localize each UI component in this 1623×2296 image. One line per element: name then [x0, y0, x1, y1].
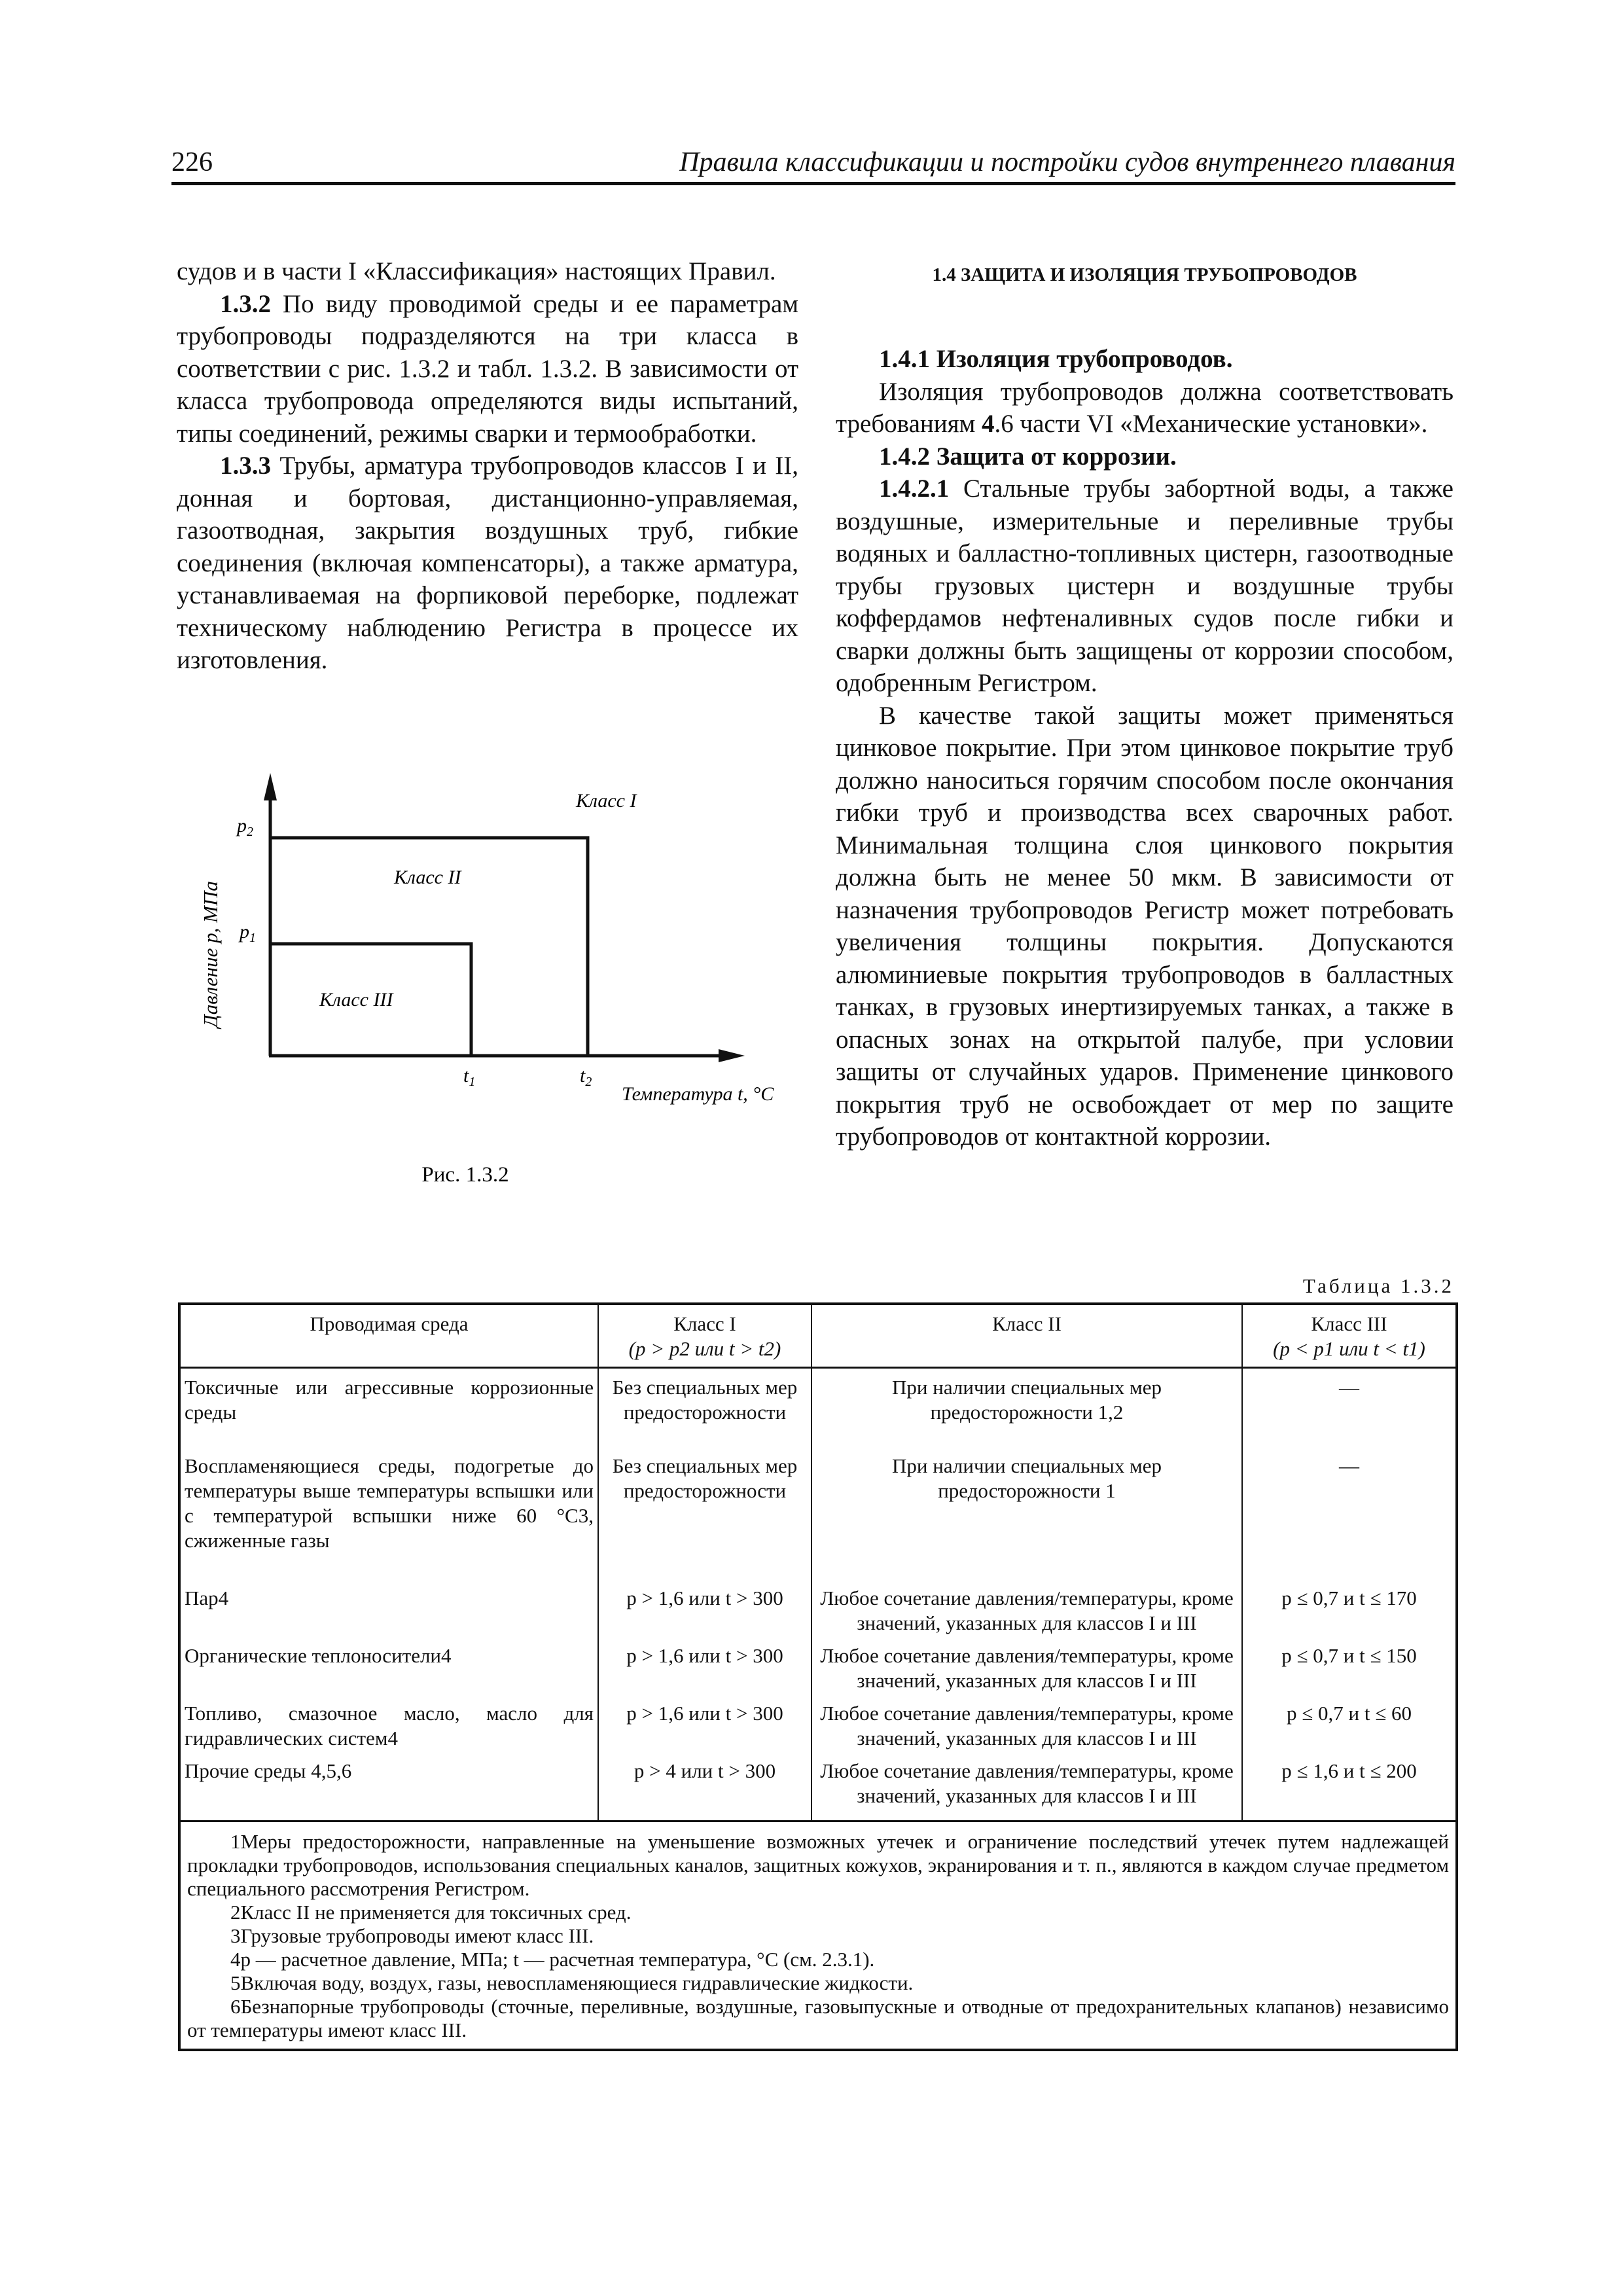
cell-class-3: p ≤ 0,7 и t ≤ 150: [1242, 1640, 1457, 1697]
footnote: 2Класс II не применяется для токсичных сред.: [230, 1901, 632, 1924]
class-2-label: Класс II: [394, 867, 461, 888]
footnote: 6Безнапорные трубопроводы (сточные, переливные, воздушные, газовыпускные и отводные от предохранительных клапанов) независимо от температуры имеют класс III.: [187, 1995, 1449, 2041]
cell-class-1: Без специальных мер предосторожности: [598, 1450, 812, 1582]
y-axis-arrow: [264, 773, 277, 800]
x-axis-arrow: [719, 1049, 745, 1062]
page-number: 226: [171, 147, 213, 177]
cell-class-2: Любое сочетание давления/температуры, кроме значений, указанных для классов I и III: [812, 1640, 1242, 1697]
paragraph-continuation: судов и в части I «Классификация» настоящих Правил.: [177, 257, 776, 285]
subsection-1-4-1-heading: 1.4.1 Изоляция трубопроводов.: [879, 345, 1233, 373]
paragraph-1-3-3: [177, 450, 798, 677]
footnote: 4p — расчетное давление, МПа; t — расчетная температура, °C (см. 2.3.1).: [230, 1948, 875, 1971]
cell-environment: Токсичные или агрессивные коррозионные среды: [179, 1368, 598, 1450]
cell-class-1: p > 1,6 или t > 300: [598, 1640, 812, 1697]
header-environment: Проводимая среда: [179, 1304, 598, 1368]
table-row: [179, 1368, 1457, 1450]
cell-environment: Топливо, смазочное масло, масло для гидравлических систем4: [179, 1697, 598, 1755]
cell-class-3: p ≤ 0,7 и t ≤ 60: [1242, 1697, 1457, 1755]
t1-label: $t_1$: [463, 1065, 476, 1089]
p2-label: $p_2$: [237, 815, 253, 839]
section-title: 1.4 ЗАЩИТА И ИЗОЛЯЦИЯ ТРУБОПРОВОДОВ: [932, 264, 1357, 285]
header-class-2: Класс II: [812, 1304, 1242, 1368]
clause-number: 1.3.3: [220, 452, 271, 480]
table-row: [179, 1697, 1457, 1755]
footnote: 5Включая воду, воздух, газы, невоспламеняющиеся гидравлические жидкости.: [230, 1971, 914, 1994]
paragraph-1-3-2: [177, 288, 798, 450]
footnote: 1Меры предосторожности, направленные на уменьшение возможных утечек и ограничение последствий утечек путем надлежащей прокладки трубопроводов, использования специальных каналов, защитных кожухов, экранирования и т. п., являются в каждом случае предметом специального рассмотрения Регистром.: [187, 1830, 1449, 1900]
clause-text: По виду проводимой среды и ее параметрам трубопроводы подразделяются на три класса в соответствии с рис. 1.3.2 и табл. 1.3.2. В зависимости от класса трубопровода определяются виды испытаний, типы соединений, режимы сварки и термообработки.: [177, 289, 798, 448]
table-row: [179, 1582, 1457, 1640]
cell-class-2: При наличии специальных мер предосторожности 1: [812, 1450, 1242, 1582]
cell-class-2: Любое сочетание давления/температуры, кроме значений, указанных для классов I и III: [812, 1697, 1242, 1755]
cell-class-1: p > 1,6 или t > 300: [598, 1697, 812, 1755]
paragraph-1-4-1: Изоляция трубопроводов должна соответствовать требованиям 4.6 части VI «Механические установки».: [836, 377, 1454, 438]
cell-environment: Прочие среды 4,5,6: [179, 1755, 598, 1821]
clause-number: 1.4.2.1: [879, 475, 950, 503]
pressure-temperature-diagram: [177, 762, 805, 1194]
table-header-row: [179, 1304, 1457, 1368]
cell-environment: Пар4: [179, 1582, 598, 1640]
clause-text: Стальные трубы забортной воды, а также воздушные, измерительные и переливные трубы водяных и балластно-топливных цистерн, газоотводные трубы грузовых цистерн и воздушные трубы коффердамов нефтеналивных судов после гибки и сварки должны быть защищены от коррозии способом, одобренным Регистром.: [836, 475, 1454, 697]
cell-class-3: p ≤ 0,7 и t ≤ 170: [1242, 1582, 1457, 1640]
pipeline-class-table: [178, 1302, 1458, 2051]
clause-number: 1.3.2: [220, 289, 271, 318]
cell-environment: Органические теплоносители4: [179, 1640, 598, 1697]
p1-label: $p_1$: [240, 921, 256, 945]
header-class-1: Класс I (p > p2 или t > t2): [598, 1304, 812, 1368]
y-axis-label: Давление p, МПа: [199, 881, 222, 1028]
cell-class-1: p > 4 или t > 300: [598, 1755, 812, 1821]
table-row: [179, 1450, 1457, 1582]
class-1-label: Класс I: [576, 790, 637, 812]
cell-class-2: Любое сочетание давления/температуры, кроме значений, указанных для классов I и III: [812, 1582, 1242, 1640]
header-class-3: Класс III (p < p1 или t < t1): [1242, 1304, 1457, 1368]
cell-class-2: При наличии специальных мер предосторожности 1,2: [812, 1368, 1242, 1450]
paragraph-zinc-coating: В качестве такой защиты может применяться цинковое покрытие. При этом цинковое покрытие труб должно наноситься горячим способом после окончания гибки труб и производства всех сварочных работ. Минимальная толщина слоя цинкового покрытия должна быть не менее 50 мкм. В зависимости от назначения трубопроводов Регистр может потребовать увеличения толщины покрытия. Допускаются алюминиевые покрытия трубопроводов в балластных танках, в грузовых инертизируемых танках, а также в опасных зонах на открытой палубе, при условии защиты от случайных ударов. Применение цинкового покрытия труб не освобождает от мер по защите трубопроводов от контактной коррозии.: [836, 701, 1454, 1151]
clause-text: Трубы, арматура трубопроводов классов I и II, донная и бортовая, дистанционно-управляемая, газоотводная, закрытия воздушных труб, гибкие соединения (включая компенсаторы), а также арматура, устанавливаемая на форпиковой переборке, подлежат техническому наблюдению Регистра в процессе их изготовления.: [177, 452, 798, 674]
page-header: [171, 145, 1455, 185]
cell-class-3: —: [1242, 1450, 1457, 1582]
class-3-label: Класс III: [319, 989, 393, 1011]
x-axis-label: Температура t, °C: [622, 1083, 774, 1105]
subsection-1-4-2-heading: 1.4.2 Защита от коррозии.: [879, 442, 1177, 471]
table-row: [179, 1755, 1457, 1821]
cell-class-3: —: [1242, 1368, 1457, 1450]
paragraph-1-4-2-1: [836, 473, 1454, 700]
footnote: 3Грузовые трубопроводы имеют класс III.: [230, 1924, 594, 1947]
table-row: [179, 1640, 1457, 1697]
figure-caption: Рис. 1.3.2: [421, 1163, 509, 1187]
cell-class-2: Любое сочетание давления/температуры, кроме значений, указанных для классов I и III: [812, 1755, 1242, 1821]
cell-class-1: Без специальных мер предосторожности: [598, 1368, 812, 1450]
t2-label: $t_2$: [580, 1065, 592, 1089]
table-caption: Таблица 1.3.2: [1302, 1274, 1454, 1297]
left-column: [177, 255, 798, 677]
table-footnotes: [179, 1821, 1457, 2051]
right-column: [836, 262, 1454, 1153]
cell-environment: Воспламеняющиеся среды, подогретые до температуры выше температуры вспышки или с температурой вспышки ниже 60 °C3, сжиженные газы: [179, 1450, 598, 1582]
cell-class-1: p > 1,6 или t > 300: [598, 1582, 812, 1640]
cell-class-3: p ≤ 1,6 и t ≤ 200: [1242, 1755, 1457, 1821]
footnotes-row: [179, 1821, 1457, 2051]
running-title: Правила классификации и постройки судов внутреннего плавания: [679, 147, 1455, 177]
